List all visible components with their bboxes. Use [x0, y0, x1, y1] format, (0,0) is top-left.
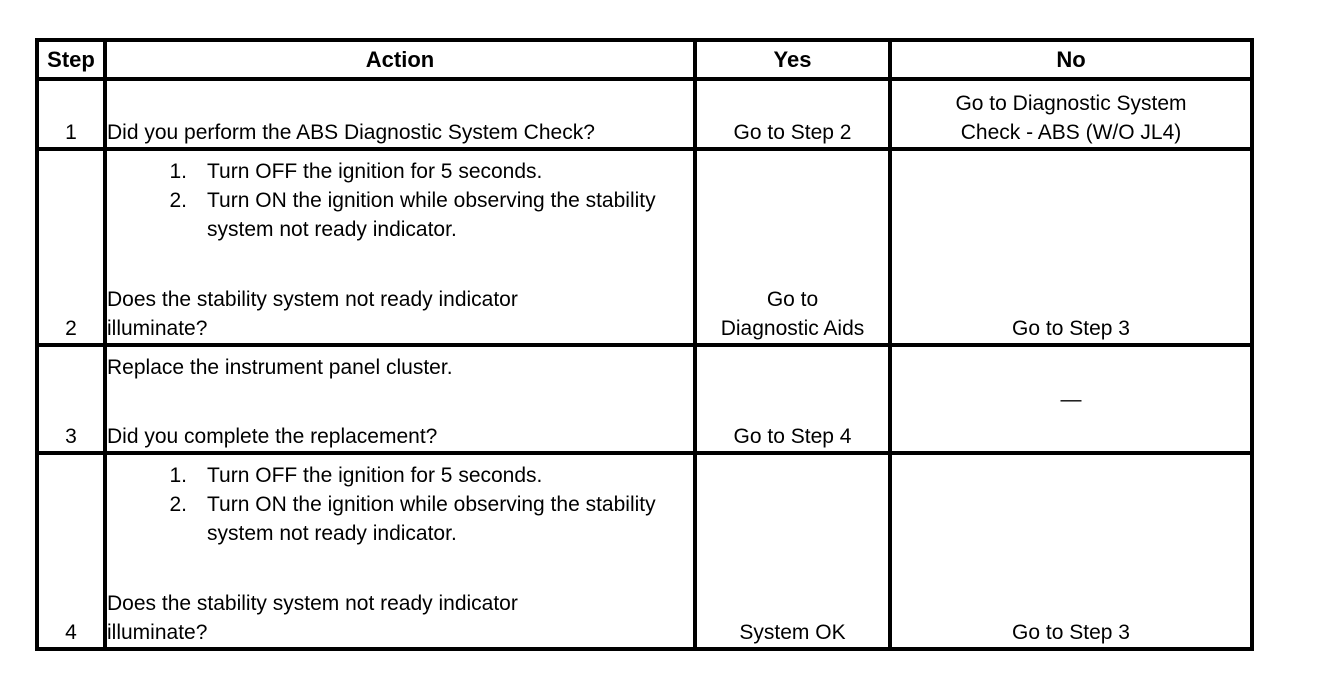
yes-cell: System OK — [695, 453, 890, 649]
action-cell — [105, 79, 695, 149]
step-number: 4 — [37, 453, 105, 649]
no-cell: Go to Step 3 — [890, 453, 1252, 649]
table-row — [37, 149, 1252, 345]
diagnostic-table — [35, 38, 1254, 651]
step-number: 3 — [37, 345, 105, 453]
step-number: 2 — [37, 149, 105, 345]
step-number: 1 — [37, 79, 105, 149]
header-yes: Yes — [695, 40, 890, 79]
no-text-line1: Go to Diagnostic System — [955, 92, 1187, 115]
table-row — [37, 79, 1252, 149]
yes-text-line1: Go to — [766, 288, 819, 311]
action-question: Did you perform the ABS Diagnostic System Check? — [107, 121, 595, 144]
action-question: Does the stability system not ready indicator illuminate? — [107, 288, 518, 340]
list-item: 2. Turn ON the ignition while observing the stability system not ready indicator. — [169, 493, 656, 545]
header-action: Action — [105, 40, 695, 79]
action-steps-list — [107, 461, 693, 548]
header-no: No — [890, 40, 1252, 79]
no-cell — [890, 79, 1252, 149]
table-row — [37, 453, 1252, 649]
action-question: Does the stability system not ready indicator illuminate? — [107, 592, 518, 644]
yes-cell: Go to Step 2 — [695, 79, 890, 149]
list-item: 1. Turn OFF the ignition for 5 seconds. — [169, 160, 543, 183]
no-cell: — — [890, 345, 1252, 453]
action-instruction: Replace the instrument panel cluster. — [107, 356, 453, 379]
action-question: Did you complete the replacement? — [107, 425, 438, 448]
action-steps-list — [107, 157, 693, 244]
action-cell — [105, 453, 695, 649]
yes-cell — [695, 149, 890, 345]
yes-cell: Go to Step 4 — [695, 345, 890, 453]
no-text-line2: Check - ABS (W/O JL4) — [960, 121, 1182, 144]
action-cell — [105, 345, 695, 453]
no-cell: Go to Step 3 — [890, 149, 1252, 345]
yes-text-line2: Diagnostic Aids — [720, 317, 865, 340]
list-item: 1. Turn OFF the ignition for 5 seconds. — [169, 464, 543, 487]
table-row — [37, 345, 1252, 453]
action-cell — [105, 149, 695, 345]
header-step: Step — [37, 40, 105, 79]
list-item: 2. Turn ON the ignition while observing the stability system not ready indicator. — [169, 189, 656, 241]
header-row — [37, 40, 1252, 79]
